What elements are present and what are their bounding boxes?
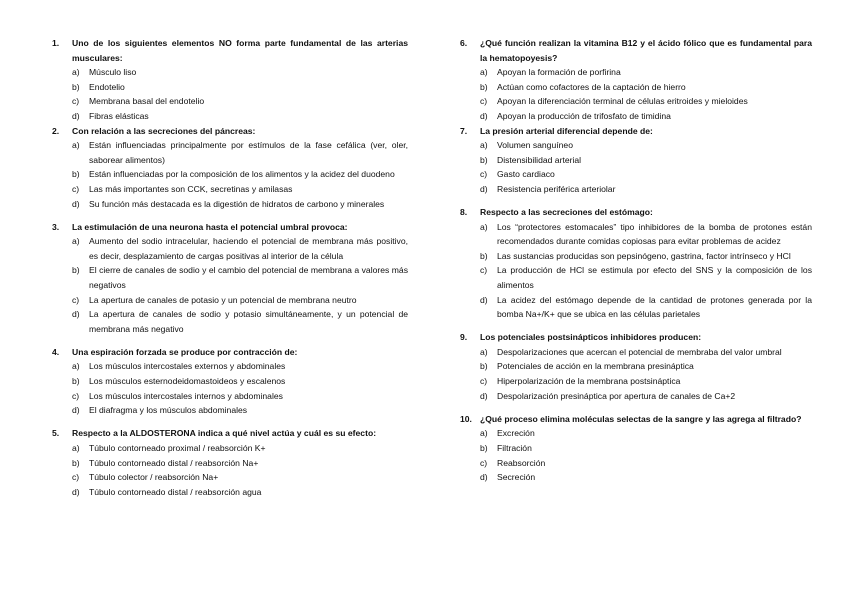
question-text: ¿Qué proceso elimina moléculas selectas de la sangre y las agrega al filtrado? [480,413,802,424]
option-letter: c) [72,96,80,107]
answer-option [52,389,408,404]
option-text: Músculo liso [89,67,137,78]
question-9 [460,330,812,403]
option-text: Apoyan la formación de porfirina [497,67,621,78]
option-text: Los músculos intercostales externos y abdominales [89,361,286,372]
option-letter: b) [72,457,80,468]
option-text: Los “protectores estomacales” tipo inhibidores de la bomba de protones están recomendados durante comidas copiosas para evitar problemas de acidez [497,221,812,247]
question-text: Uno de los siguientes elementos NO forma parte fundamental de las arterias musculares: [72,38,408,63]
option-letter: c) [480,376,488,387]
option-text: Túbulo colector / reabsorción Na+ [89,472,219,483]
option-text: Reabsorción [497,457,546,468]
answer-option [460,153,812,168]
question-number: 8. [460,207,468,218]
answer-option [52,293,408,308]
question-number: 10. [460,413,472,424]
option-letter: a) [72,140,80,151]
option-text: Túbulo contorneado distal / reabsorción agua [89,486,262,497]
option-text: La apertura de canales de potasio y un potencial de membrana neutro [89,294,357,305]
question-number: 1. [52,38,60,48]
option-letter: d) [72,110,80,121]
option-text: Resistencia periférica arteriolar [497,183,616,194]
answer-option [52,263,408,292]
question-7 [460,124,812,197]
question-text: La presión arterial diferencial depende de: [480,125,653,136]
answer-option [460,263,812,292]
answer-option [52,470,408,485]
option-letter: b) [480,250,488,261]
option-letter: a) [480,140,488,151]
answer-option [52,197,408,212]
answer-option [52,138,408,167]
question-8 [460,205,812,322]
option-text: Volumen sanguíneo [497,140,573,151]
option-text: Apoyan la producción de trifosfato de timidina [497,110,671,121]
question-5 [52,426,408,499]
option-text: La apertura de canales de sodio y potasio simultáneamente, y un potencial de membrana más negativo [89,309,408,334]
option-letter: d) [72,486,80,497]
answer-option [52,441,408,456]
option-letter: d) [72,198,80,209]
question-text: Respecto a las secreciones del estómago: [480,207,653,218]
question-text: ¿Qué función realizan la vitamina B12 y el ácido fólico que es fundamental para la hematopoyesis? [480,38,812,63]
option-text: Los músculos intercostales internos y abdominales [89,390,283,401]
question-number: 5. [52,428,60,439]
question-6 [460,36,812,124]
right-column [460,36,812,485]
question-2 [52,124,408,212]
option-text: Apoyan la diferenciación terminal de células eritroides y mieloides [497,96,748,107]
answer-option [460,138,812,153]
option-letter: c) [480,457,488,468]
answer-option [52,456,408,471]
answer-option [460,374,812,389]
option-text: Excreción [497,428,535,439]
option-text: Distensibilidad arterial [497,154,582,165]
option-letter: a) [480,428,488,439]
answer-option [52,167,408,182]
option-letter: a) [72,67,80,78]
answer-option [52,485,408,500]
answer-option [460,456,812,471]
option-letter: b) [72,376,80,387]
option-letter: b) [480,154,488,165]
option-letter: c) [480,96,488,107]
answer-option [460,441,812,456]
answer-option [460,345,812,360]
question-number: 4. [52,346,60,357]
left-column [52,36,408,499]
answer-option [52,80,408,95]
answer-option [460,426,812,441]
answer-option [460,80,812,95]
option-letter: b) [72,265,80,276]
option-text: Aumento del sodio intracelular, haciendo el potencial de membrana más positivo, es decir, desplazamiento de cargas positivas al interior de la célula [89,236,408,261]
option-letter: c) [72,183,80,194]
question-number: 3. [52,221,60,232]
option-letter: d) [480,183,488,194]
option-text: Están influenciadas principalmente por estímulos de la fase cefálica (ver, oler, saborear alimentos) [89,140,408,165]
answer-option [460,293,812,322]
question-text: La estimulación de una neurona hasta el potencial umbral provoca: [72,221,348,232]
option-text: El diafragma y los músculos abdominales [89,405,248,416]
answer-option [52,403,408,418]
option-text: Hiperpolarización de la membrana postsináptica [497,376,681,387]
option-letter: a) [480,67,488,78]
option-letter: c) [72,294,80,305]
question-number: 6. [460,38,468,48]
option-text: Las sustancias producidas son pepsinógeno, gastrina, factor intrínseco y HCl [497,250,791,261]
option-letter: a) [72,442,80,453]
question-text: Respecto a la ALDOSTERONA indica a qué nivel actúa y cuál es su efecto: [72,428,377,439]
answer-option [460,109,812,124]
option-letter: a) [480,221,488,232]
answer-option [460,359,812,374]
question-text: Con relación a las secreciones del páncreas: [72,125,256,136]
option-text: Fibras elásticas [89,110,149,121]
option-text: Endotelio [89,81,125,92]
option-text: El cierre de canales de sodio y el cambio del potencial de membrana a valores más negativos [89,265,408,290]
answer-option [52,65,408,80]
question-number: 7. [460,125,468,136]
option-letter: b) [72,169,80,180]
option-letter: c) [72,390,80,401]
answer-option [460,249,812,264]
option-text: Despolarizaciones que acercan el potencial de membraba del valor umbral [497,346,782,357]
option-letter: d) [480,294,488,305]
option-letter: c) [480,169,488,180]
answer-option [52,374,408,389]
option-text: Potenciales de acción en la membrana presináptica [497,361,694,372]
option-text: Membrana basal del endotelio [89,96,205,107]
option-letter: b) [480,442,488,453]
question-text: Los potenciales postsinápticos inhibidores producen: [480,332,702,343]
option-letter: d) [72,405,80,416]
answer-option [460,94,812,109]
answer-option [52,182,408,197]
question-3 [52,220,408,337]
option-letter: d) [480,472,488,483]
option-text: Su función más destacada es la digestión de hidratos de carbono y minerales [89,198,385,209]
answer-option [460,470,812,485]
option-letter: a) [72,361,80,372]
answer-option [460,182,812,197]
option-letter: b) [480,81,488,92]
answer-option [52,359,408,374]
option-text: Túbulo contorneado distal / reabsorción Na+ [89,457,259,468]
option-text: Actúan como cofactores de la captación de hierro [497,81,686,92]
option-letter: d) [480,390,488,401]
answer-option [460,65,812,80]
option-letter: d) [480,110,488,121]
answer-option [460,220,812,249]
answer-option [52,307,408,336]
answer-option [460,389,812,404]
option-text: Las más importantes son CCK, secretinas y amilasas [89,183,293,194]
question-number: 2. [52,125,60,136]
answer-option [52,94,408,109]
option-letter: c) [72,472,80,483]
option-letter: b) [480,361,488,372]
option-text: Túbulo contorneado proximal / reabsorción K+ [89,442,266,453]
question-10 [460,412,812,485]
answer-option [460,167,812,182]
option-letter: a) [480,346,488,357]
question-number: 9. [460,332,468,343]
question-text: Una espiración forzada se produce por contracción de: [72,346,298,357]
option-text: Gasto cardiaco [497,169,555,180]
option-letter: b) [72,81,80,92]
answer-option [52,234,408,263]
option-text: La acidez del estómago depende de la cantidad de protones generada por la bomba Na+/K+ que se ubica en las células parietales [497,294,812,320]
answer-option [52,109,408,124]
option-letter: d) [72,309,80,320]
option-letter: a) [72,236,80,247]
question-4 [52,345,408,418]
option-letter: c) [480,265,488,276]
question-1 [52,36,408,124]
option-text: Están influenciadas por la composición de los alimentos y la acidez del duodeno [89,169,395,180]
option-text: La producción de HCl se estimula por efecto del SNS y la composición de los alimentos [497,265,812,290]
option-text: Despolarización presináptica por apertura de canales de Ca+2 [497,390,736,401]
option-text: Filtración [497,442,532,453]
option-text: Los músculos esternodeidomastoideos y escalenos [89,376,286,387]
option-text: Secreción [497,472,536,483]
